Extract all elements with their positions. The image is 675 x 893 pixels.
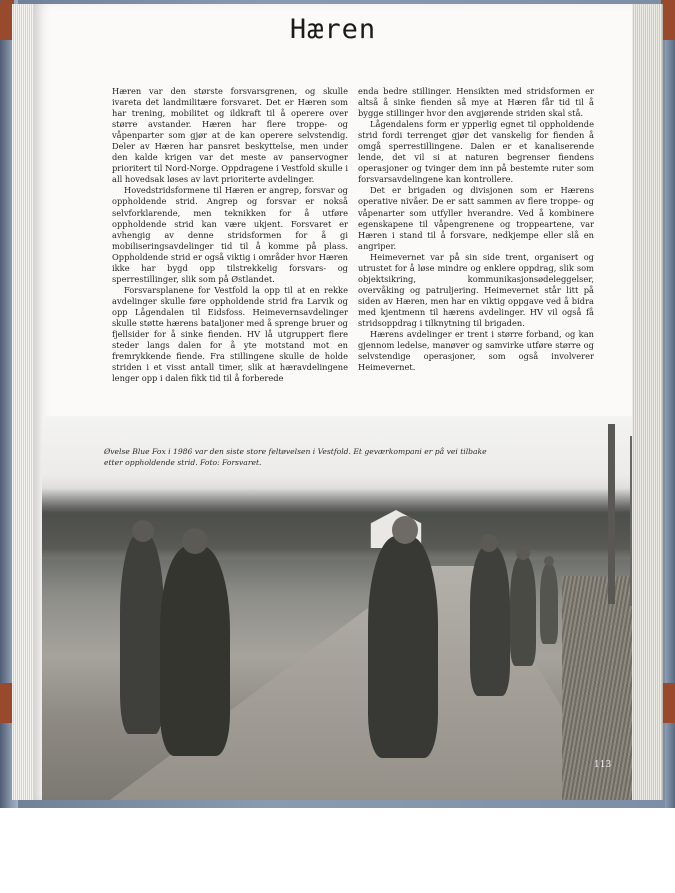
photo-caption: Øvelse Blue Fox i 1986 var den siste store feltøvelsen i Vestfold. Et geværkompani er på vei tilbake etter oppholdende strid. Foto: Forsvaret.: [104, 447, 487, 467]
paragraph: enda bedre stillinger. Hensikten med stridsformen er altså å sinke fienden så mye at Hæren får tid til å bygge stillinger hvor den avgjørende striden skal stå.: [358, 86, 594, 119]
photo-soldier: [120, 534, 164, 734]
photo-soldier: [510, 556, 536, 666]
paragraph: Hovedstridsformene til Hæren er angrep, forsvar og oppholdende strid. Angrep og forsvar er nokså selvforklarende, men teknikken for å utføre oppholdende strid kan være ukjent. Forsvaret er avhengig av denne stridsformen for å gi mobiliseringsavdelinger tid til å komme på plass. Oppholdende strid er også viktig i områder hvor Hæren ikke har bygd opp tilstrekkelig forsvars- og sperrestillinger, slik som på Østlandet.: [112, 185, 348, 284]
photo-soldier: [540, 564, 558, 644]
book-page: [34, 4, 632, 800]
page-edges-right: [632, 4, 663, 800]
photo-soldier: [368, 536, 438, 758]
cover-corner-top-right: [661, 0, 675, 40]
paragraph: Hærens avdelinger er trent i større forband, og kan gjennom ledelse, manøver og samvirke utføre større og selvstendige operasjoner, som også involverer Heimevernet.: [358, 329, 594, 373]
photo-soldier: [160, 546, 230, 756]
paragraph: Hæren var den største forsvarsgrenen, og skulle ivareta det landmilitære forsvaret. Det er Hæren som har trening, mobilitet og ildkraft til å operere over større avstander. Hæren har flere troppe- og våpenparter som gjør at de kan operere selvstendig. Deler av Hæren har pansret beskyttelse, men under den kalde krigen var det meste av panservogner prioritert til Nord-Norge. Oppdragene i Vestfold skulle i all hovedsak løses av lavt prioriterte avdelinger.: [112, 86, 348, 185]
cover-corner-bottom-right: [661, 683, 675, 723]
photo-telephone-pole: [630, 436, 632, 606]
paragraph: Det er brigaden og divisjonen som er Hærens operative nivåer. De er satt sammen av flere troppe- og våpenarter som utfyller hverandre. Ved å kombinere egenskapene til våpengrenene og troppeartene, var Hæren i stand til å forsvare, nedkjempe eller slå en angriper.: [358, 185, 594, 251]
text-column-right: [358, 86, 594, 373]
soldiers-photo: [42, 416, 632, 800]
page-title: Hæren: [289, 14, 377, 45]
paragraph: Forsvarsplanene for Vestfold la opp til at en rekke avdelinger skulle føre oppholdende strid fra Larvik og opp Lågendalen til Eidsfoss. Heimevernsavdelinger skulle støtte hærens bataljoner med å sprenge bruer og fjellsider for å sinke fienden. HV lå utgruppert flere steder langs dalen for å yte motstand mot en fremrykkende fiende. Fra stillingene skulle de holde striden i et visst antall timer, slik at hæravdelingene lenger opp i dalen fikk tid til å forberede: [112, 284, 348, 384]
paragraph: Lågendalens form er ypperlig egnet til oppholdende strid fordi terrenget gjør det vanskelig for fienden å omgå sperrestillingene. Dalen er et kanaliserende lende, det vil si at naturen begrenser fiendens operasjoner og tvinger dem inn på bestemte ruter som forsvarsavdelingene kan kontrollere.: [358, 119, 594, 185]
paragraph: Heimevernet var på sin side trent, organisert og utrustet for å løse mindre og enklere oppdrag, slik som objektsikring, kommunikasjonsødeleggelser, overvåking og patruljering. Heimevernet står litt på siden av Hæren, men har en viktig oppgave ved å bidra med kjentmenn til hærens avdelinger. HV vil også få stridsoppdrag i tilknytning til brigaden.: [358, 251, 594, 328]
text-column-left: [112, 86, 348, 384]
page-number: 113: [594, 760, 612, 770]
photo-soldier: [470, 546, 510, 696]
photo-telephone-pole: [608, 424, 615, 604]
page-edges-left: [12, 4, 34, 800]
